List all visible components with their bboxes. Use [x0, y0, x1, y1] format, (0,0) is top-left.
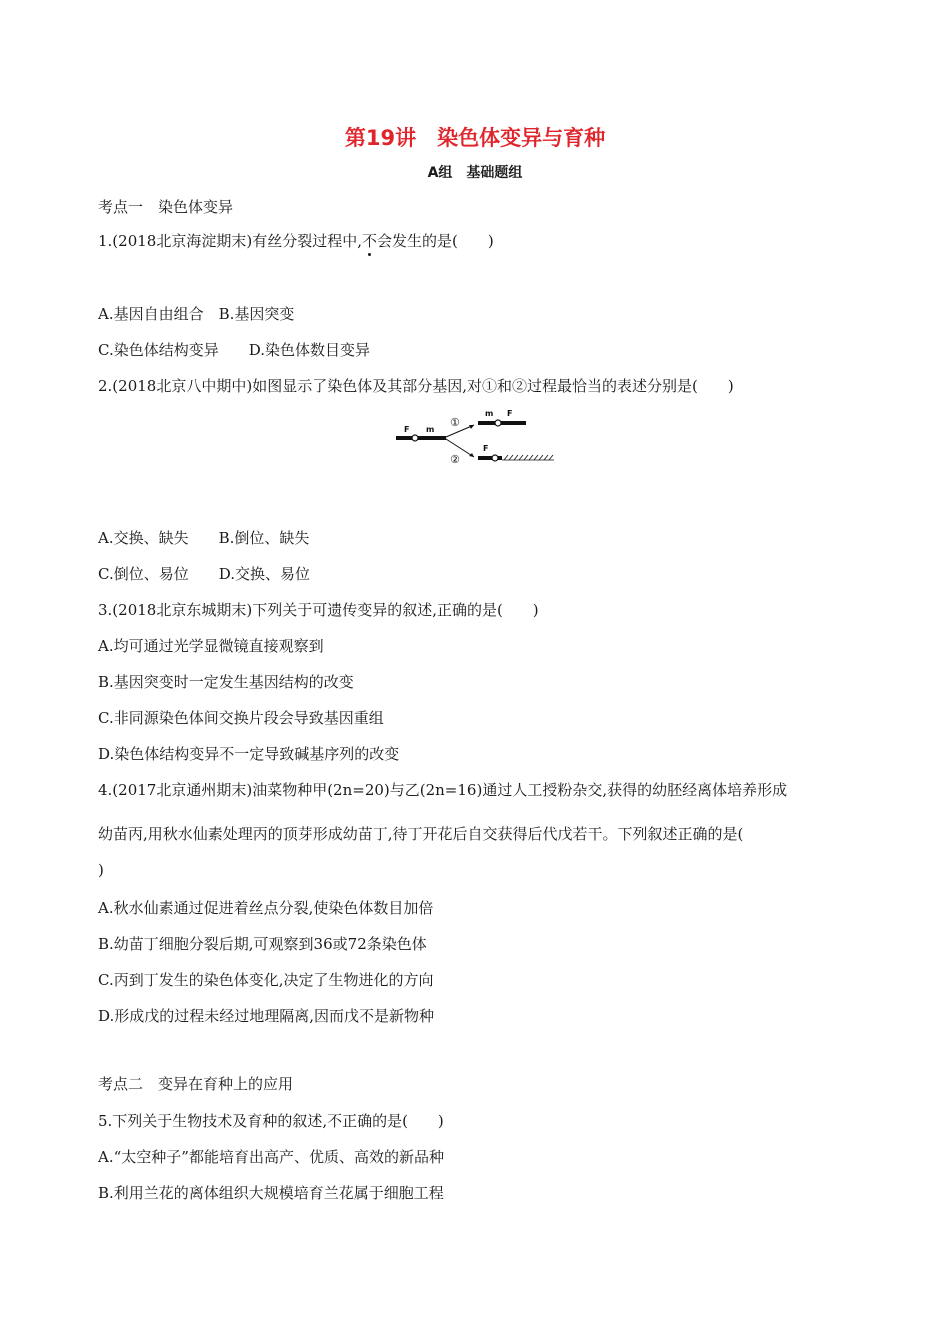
option-b: B.幼苗丁细胞分裂后期,可观察到36或72条染色体 [98, 935, 427, 953]
section-group-title: A组 基础题组 [427, 165, 523, 181]
page-title: 第19讲 染色体变异与育种 [344, 126, 606, 150]
option-b: B.基因突变 [218, 305, 295, 323]
option-b: B.利用兰花的离体组织大规模培育兰花属于细胞工程 [98, 1184, 444, 1202]
question-3-stem: 3.(2018北京东城期末)下列关于可遗传变异的叙述,正确的是( ) [98, 601, 539, 619]
option-c: C.丙到丁发生的染色体变化,决定了生物进化的方向 [98, 971, 434, 989]
chromosome-diagram [394, 404, 556, 466]
question-1-options-row1 [98, 304, 294, 324]
centromere [412, 435, 418, 441]
option-c: C.非同源染色体间交换片段会导致基因重组 [98, 709, 384, 727]
gene-label: F [483, 444, 489, 453]
option-b: B.基因突变时一定发生基因结构的改变 [98, 673, 354, 691]
option-d: D.染色体结构变异不一定导致碱基序列的改变 [98, 745, 400, 763]
option-d: D.染色体数目变异 [248, 341, 370, 359]
option-a: A.“太空种子”都能培育出高产、优质、高效的新品种 [98, 1148, 444, 1166]
section-heading-2: 考点二 变异在育种上的应用 [98, 1075, 294, 1093]
question-2-options-row2 [98, 564, 310, 584]
question-1-stem: 1.(2018北京海淀期末)有丝分裂过程中,不会发生的是( ) [98, 232, 494, 250]
question-2-stem: 2.(2018北京八中期中)如图显示了染色体及其部分基因,对①和②过程最恰当的表述分别是( ) [98, 377, 734, 395]
question-2-options-row1 [98, 528, 309, 548]
option-d: D.形成戊的过程未经过地理隔离,因而戊不是新物种 [98, 1007, 435, 1025]
question-1-options-row2 [98, 340, 370, 360]
option-a: A.基因自由组合 [98, 305, 204, 323]
result-chromosome-1 [478, 421, 526, 425]
question-4-stem-line2: 幼苗丙,用秋水仙素处理丙的顶芽形成幼苗丁,待丁开花后自交获得后代戊若干。下列叙述正确的是( [98, 825, 744, 843]
option-a: A.均可通过光学显微镜直接观察到 [98, 637, 324, 655]
original-chromosome [396, 436, 446, 440]
question-5-stem: 5.下列关于生物技术及育种的叙述,不正确的是( ) [98, 1112, 444, 1130]
option-b: B.倒位、缺失 [218, 529, 310, 547]
option-a: A.秋水仙素通过促进着丝点分裂,使染色体数目加倍 [98, 899, 434, 917]
hatched-segment [502, 455, 554, 460]
emphasis-mark: 不 [361, 232, 377, 250]
option-d: D.交换、易位 [218, 565, 310, 583]
section-heading-1: 考点一 染色体变异 [98, 198, 234, 216]
step-1-label: ① [450, 416, 460, 429]
gene-label: F [507, 409, 513, 418]
option-c: C.倒位、易位 [98, 565, 189, 583]
gene-label: m [426, 425, 435, 434]
gene-label: m [485, 409, 494, 418]
question-4-stem-line3: ) [98, 861, 104, 879]
option-a: A.交换、缺失 [98, 529, 189, 547]
step-2-label: ② [450, 453, 460, 466]
gene-label: F [404, 425, 410, 434]
option-c: C.染色体结构变异 [98, 341, 219, 359]
question-4-stem-line1: 4.(2017北京通州期末)油菜物种甲(2n=20)与乙(2n=16)通过人工授粉杂交,获得的幼胚经离体培养形成 [98, 781, 788, 799]
